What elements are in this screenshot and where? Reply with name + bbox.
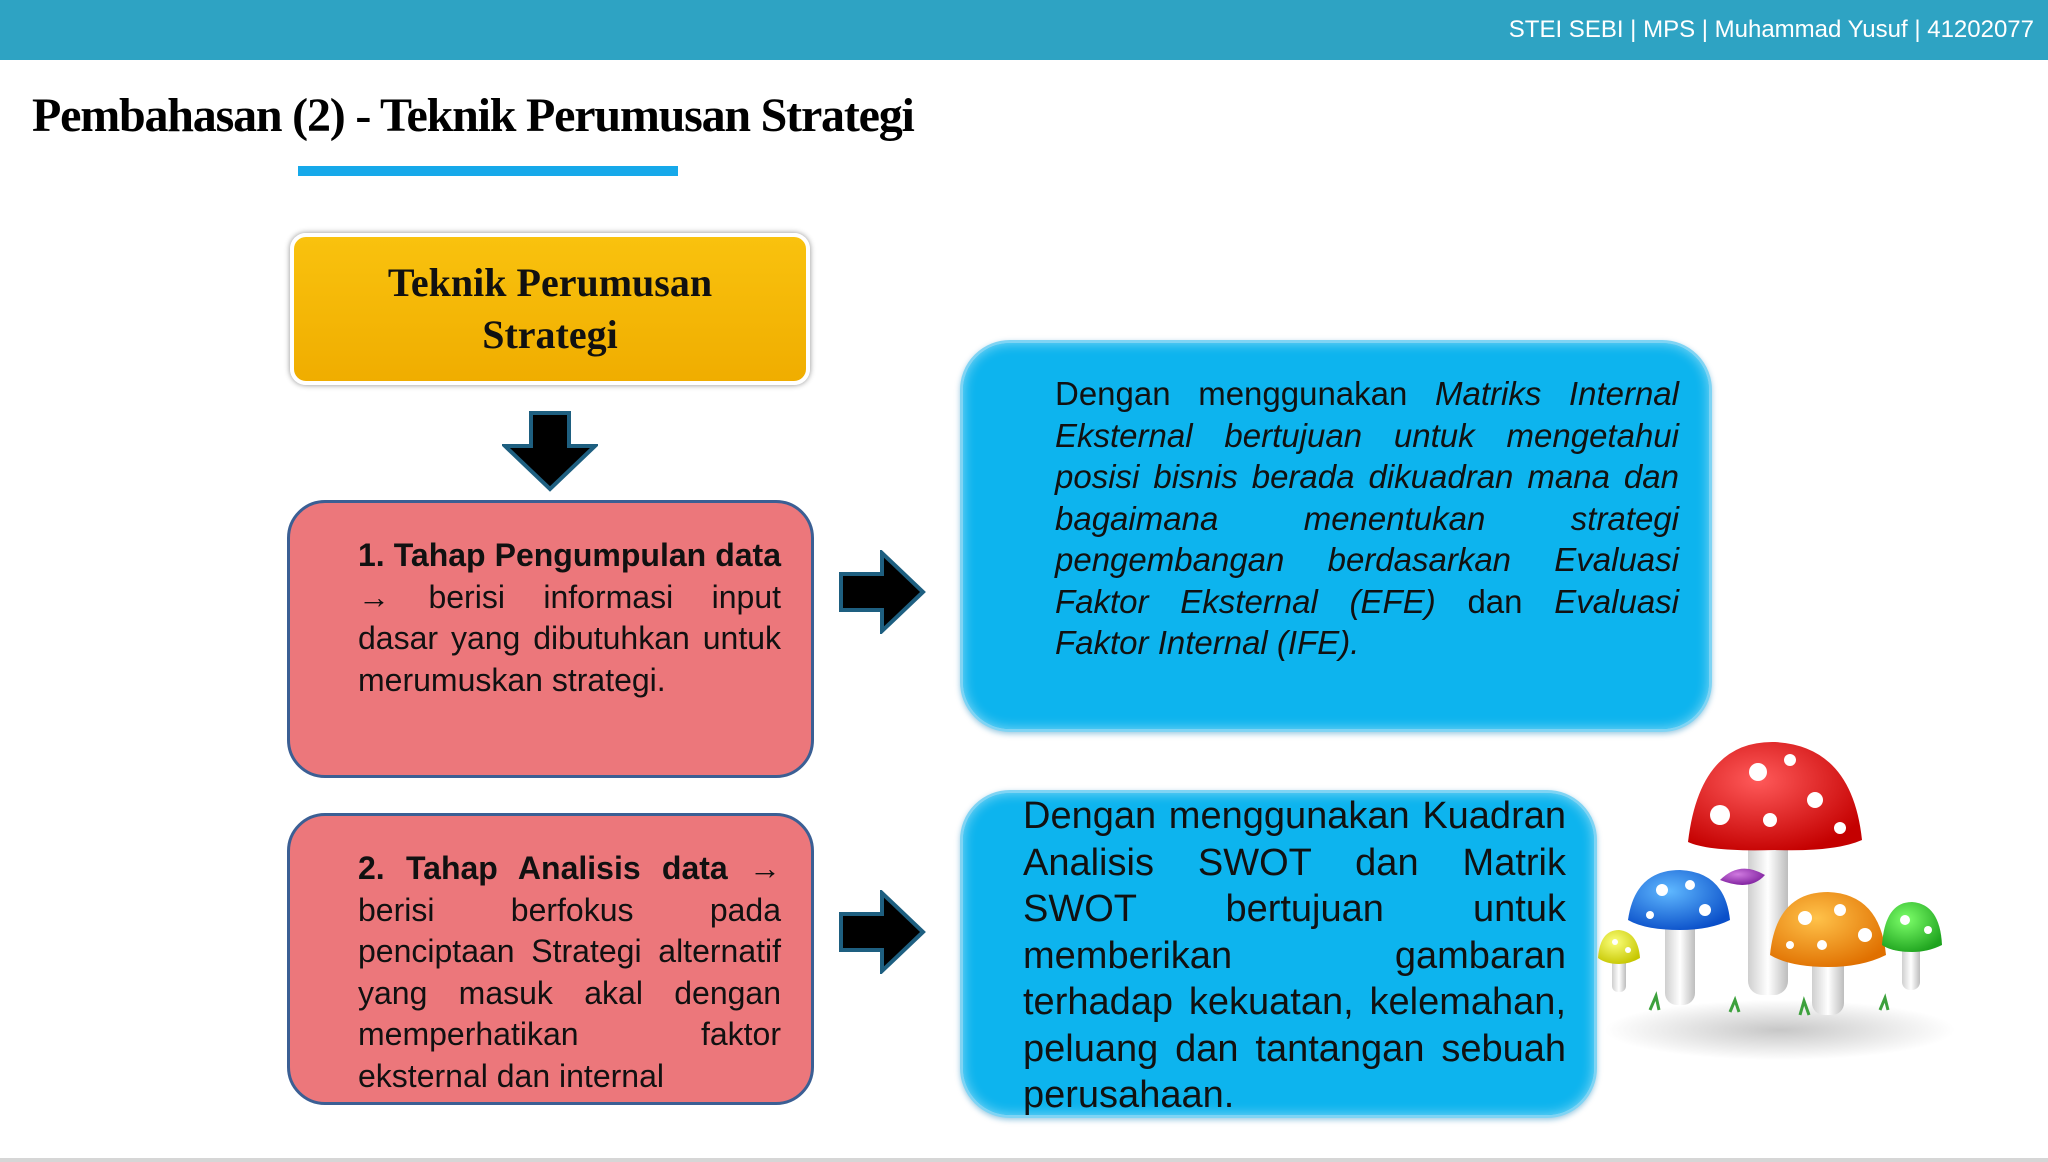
step-1-arrow: → [358, 578, 390, 615]
right-arrow-icon [838, 550, 926, 634]
description-1-part-b: Matriks Internal Eksternal bertujuan untuk mengetahui posisi bisnis berada dikuadran mana dan bagaimana menentukan strategi pengembangan berdasarkan Evaluasi Faktor Eksternal (EFE) [1055, 375, 1679, 620]
step-2-description: berisi berfokus pada penciptaan Strategi alternatif yang masuk akal dengan memperhatikan faktor eksternal dan internal [358, 891, 781, 1094]
step-1-description: berisi informasi input dasar yang dibutuhkan untuk merumuskan strategi. [358, 578, 782, 698]
main-topic-box [290, 233, 810, 385]
description-2-text: Dengan menggunakan Kuadran Analisis SWOT dan Matrik SWOT bertujuan untuk memberikan gambaran terhadap kekuatan, kelemahan, peluang dan tantangan sebuah perusahaan. [1023, 795, 1566, 1116]
footer-line [0, 1158, 2048, 1162]
description-1-part-a: Dengan menggunakan [1055, 375, 1435, 412]
step-1-text [358, 535, 781, 701]
step-2-arrow: → [749, 850, 781, 886]
step-2-box [287, 813, 814, 1105]
description-1-text [1055, 373, 1679, 664]
description-1-part-c: dan [1435, 582, 1555, 620]
title-underline [298, 166, 678, 176]
description-1-part-d: Evaluasi Faktor Internal (IFE). [1055, 582, 1679, 661]
step-1-box [287, 500, 814, 778]
header-bar [0, 0, 2048, 60]
right-arrow-icon [838, 890, 926, 974]
step-1-heading: 1. Tahap Pengumpulan data [358, 537, 781, 573]
slide-title: Pembahasan (2) - Teknik Perumusan Strategi [32, 89, 914, 142]
main-topic-label: Teknik Perumusan Strategi [387, 260, 713, 357]
down-arrow-icon [502, 410, 598, 492]
description-box-2 [960, 790, 1597, 1118]
header-text: STEI SEBI | MPS | Muhammad Yusuf | 41202077 [1508, 16, 2034, 43]
description-box-1 [960, 340, 1712, 732]
mushrooms-icon [1590, 730, 1970, 1070]
step-2-heading: 2. Tahap Analisis data [358, 850, 728, 886]
step-2-text [358, 848, 781, 1097]
